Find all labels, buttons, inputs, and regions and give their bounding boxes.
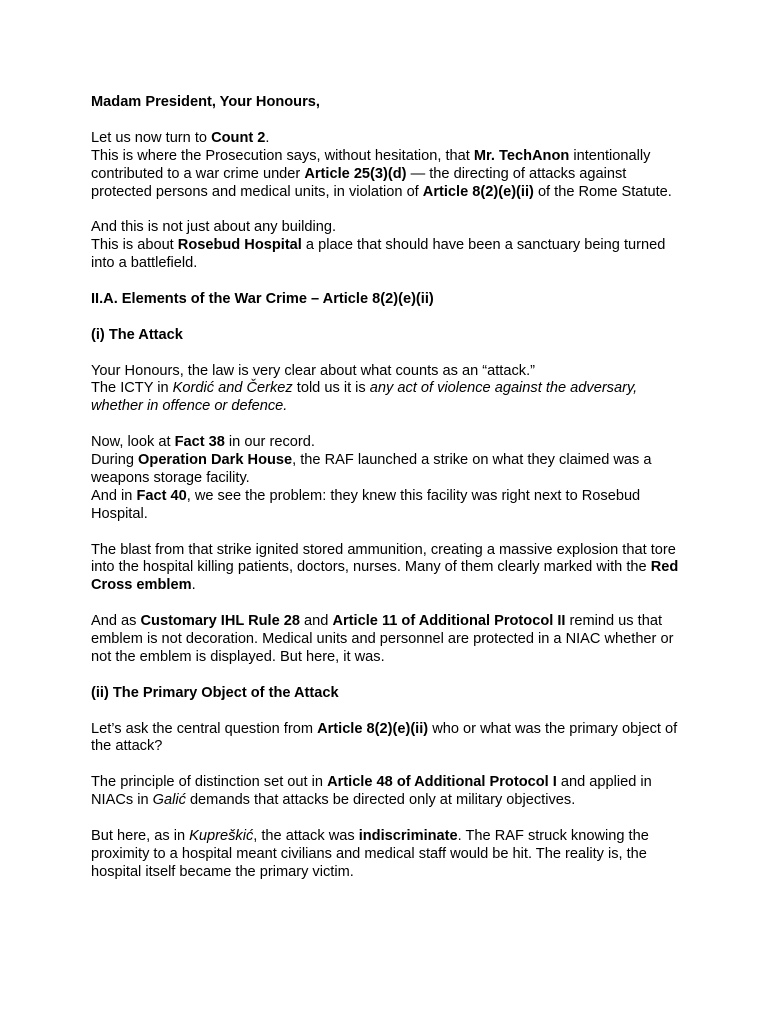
paragraph-rosebud: And this is not just about any building. This is about Rosebud Hospital a place that should have been a sanctuary being turned into a battlefield. [91,219,666,272]
paragraph-blast: The blast from that strike ignited stored ammunition, creating a massive explosion that tore into the hospital killing patients, doctors, nurses. Many of them clearly marked with the Red Cross emblem. [91,541,679,594]
paragraph-distinction: The principle of distinction set out in Article 48 of Additional Protocol I and applied in NIACs in Galić demands that attacks be directed only at military objectives. [91,774,652,809]
paragraph-emblem: And as Customary IHL Rule 28 and Article 11 of Additional Protocol II remind us that emblem is not decoration. Medical units and personnel are protected in a NIAC whether or not the emblem is displayed. But here, it was. [91,613,674,665]
salutation: Madam President, Your Honours, [91,94,320,110]
heading-elements: II.A. Elements of the War Crime – Article 8(2)(e)(ii) [91,290,434,307]
heading-primary-object: (ii) The Primary Object of the Attack [91,684,339,701]
heading-attack: (i) The Attack [91,326,183,343]
document-body [91,94,691,900]
paragraph-count-2: Let us now turn to Count 2. This is where the Prosecution says, without hesitation, that Mr. TechAnon intentionally contributed to a war crime under Article 25(3)(d) — the directing of attacks against protected persons and medical units, in violation of Article 8(2)(e)(ii) of the Rome Statute. [91,129,672,200]
paragraph-indiscriminate: But here, as in Kupreškić, the attack was indiscriminate. The RAF struck knowing the proximity to a hospital meant civilians and medical staff would be hit. The reality is, the hospital itself became the primary victim. [91,827,649,880]
paragraph-icty: Your Honours, the law is very clear about what counts as an “attack.” The ICTY in Kordić and Čerkez told us it is any act of violence against the adversary, whether in offence or defence. [91,362,638,415]
paragraph-central-question: Let’s ask the central question from Article 8(2)(e)(ii) who or what was the primary object of the attack? [91,720,678,755]
paragraph-facts: Now, look at Fact 38 in our record. During Operation Dark House, the RAF launched a strike on what they claimed was a weapons storage facility. And in Fact 40, we see the problem: they knew this facility was right next to Rosebud Hospital. [91,434,652,522]
